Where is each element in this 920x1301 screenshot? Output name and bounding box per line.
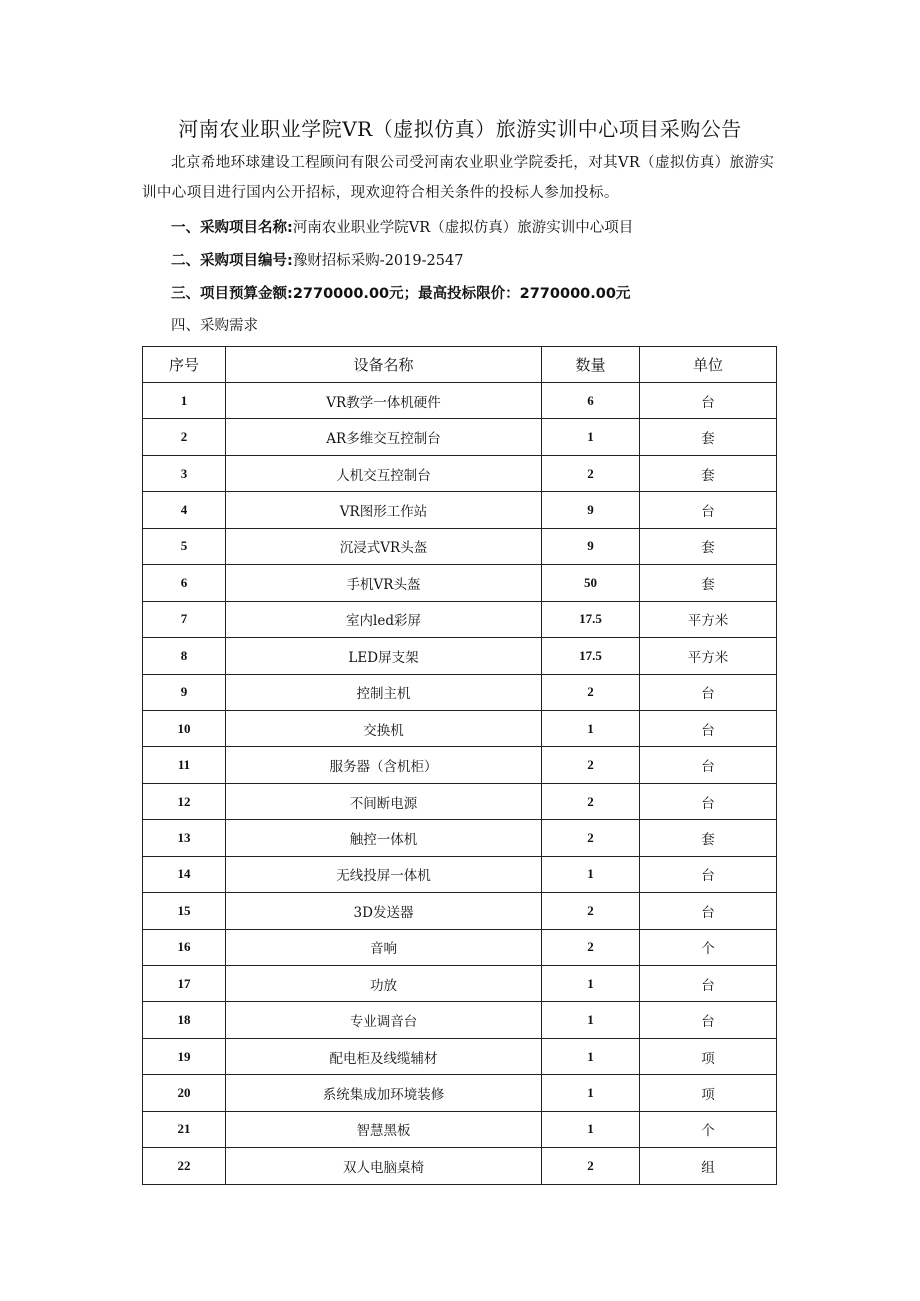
row-quantity: 1 [542,1038,640,1074]
row-equipment-name: 配电柜及线缆辅材 [226,1038,542,1074]
row-unit: 台 [640,893,777,929]
row-quantity: 2 [542,893,640,929]
table-row [143,966,777,1002]
row-index: 11 [143,747,226,783]
row-unit: 台 [640,492,777,528]
row-quantity: 2 [542,1148,640,1184]
row-index: 6 [143,565,226,601]
row-quantity: 1 [542,1002,640,1038]
table-row [143,419,777,455]
row-equipment-name: VR图形工作站 [226,492,542,528]
table-row [143,674,777,710]
budget-value: 2770000.00元；最高投标限价：2770000.00元 [292,286,631,302]
header-index: 序号 [143,347,226,383]
row-quantity: 1 [542,419,640,455]
table-row [143,1148,777,1184]
row-quantity: 2 [542,820,640,856]
row-equipment-name: 双人电脑桌椅 [226,1148,542,1184]
row-equipment-name: 3D发送器 [226,893,542,929]
table-row [143,638,777,674]
intro-paragraph: 北京希地环球建设工程顾问有限公司受河南农业职业学院委托，对其VR（虚拟仿真）旅游实训中心项目进行国内公开招标，现欢迎符合相关条件的投标人参加投标。 [142,155,775,201]
row-unit: 台 [640,383,777,419]
row-equipment-name: 人机交互控制台 [226,455,542,491]
row-index: 1 [143,383,226,419]
row-unit: 组 [640,1148,777,1184]
row-quantity: 1 [542,1111,640,1147]
row-equipment-name: 室内led彩屏 [226,601,542,637]
table-row [143,1002,777,1038]
budget-line [171,282,630,306]
header-qty: 数量 [542,347,640,383]
row-equipment-name: 系统集成加环境装修 [226,1075,542,1111]
row-equipment-name: 智慧黑板 [226,1111,542,1147]
requirements-table [142,346,777,1185]
row-index: 13 [143,820,226,856]
table-row [143,528,777,564]
project-number-value: 豫财招标采购-2019-2547 [292,253,464,269]
row-unit: 平方米 [640,601,777,637]
row-quantity: 2 [542,929,640,965]
table-row [143,783,777,819]
page-title: 河南农业职业学院VR（虚拟仿真）旅游实训中心项目采购公告 [178,117,742,141]
table-row [143,455,777,491]
row-equipment-name: 触控一体机 [226,820,542,856]
row-unit: 套 [640,455,777,491]
row-index: 21 [143,1111,226,1147]
row-index: 15 [143,893,226,929]
table-row [143,747,777,783]
row-unit: 套 [640,419,777,455]
requirements-label: 四、采购需求 [171,318,258,334]
row-quantity: 17.5 [542,638,640,674]
row-index: 17 [143,966,226,1002]
row-unit: 台 [640,674,777,710]
table-header-row [143,347,777,383]
project-number-label: 二、采购项目编号: [171,253,293,269]
table-row [143,601,777,637]
project-name-value: 河南农业职业学院VR（虚拟仿真）旅游实训中心项目 [292,220,634,236]
row-index: 4 [143,492,226,528]
row-unit: 项 [640,1038,777,1074]
row-index: 16 [143,929,226,965]
row-unit: 台 [640,856,777,892]
row-quantity: 6 [542,383,640,419]
row-equipment-name: 功放 [226,966,542,1002]
row-quantity: 1 [542,710,640,746]
row-index: 5 [143,528,226,564]
row-unit: 平方米 [640,638,777,674]
budget-label: 三、项目预算金额: [171,286,293,302]
row-quantity: 9 [542,492,640,528]
table-row [143,820,777,856]
row-equipment-name: LED屏支架 [226,638,542,674]
header-name: 设备名称 [226,347,542,383]
project-name-line [171,216,633,240]
row-index: 19 [143,1038,226,1074]
table-row [143,565,777,601]
table-row [143,492,777,528]
row-unit: 项 [640,1075,777,1111]
row-unit: 套 [640,528,777,564]
row-unit: 台 [640,747,777,783]
requirements-line [171,314,258,338]
row-equipment-name: AR多维交互控制台 [226,419,542,455]
header-unit: 单位 [640,347,777,383]
row-unit: 台 [640,966,777,1002]
row-index: 3 [143,455,226,491]
row-equipment-name: 沉浸式VR头盔 [226,528,542,564]
row-equipment-name: 控制主机 [226,674,542,710]
row-equipment-name: VR教学一体机硬件 [226,383,542,419]
project-number-line [171,249,463,273]
table-row [143,856,777,892]
row-index: 10 [143,710,226,746]
row-quantity: 9 [542,528,640,564]
row-index: 14 [143,856,226,892]
row-index: 20 [143,1075,226,1111]
table-row [143,929,777,965]
row-index: 2 [143,419,226,455]
row-equipment-name: 音响 [226,929,542,965]
table-row [143,893,777,929]
project-name-label: 一、采购项目名称: [171,220,293,236]
row-unit: 个 [640,1111,777,1147]
row-quantity: 1 [542,1075,640,1111]
row-unit: 台 [640,783,777,819]
row-index: 22 [143,1148,226,1184]
row-unit: 套 [640,820,777,856]
row-equipment-name: 无线投屏一体机 [226,856,542,892]
table-row [143,383,777,419]
row-equipment-name: 交换机 [226,710,542,746]
row-index: 12 [143,783,226,819]
row-equipment-name: 专业调音台 [226,1002,542,1038]
row-quantity: 50 [542,565,640,601]
row-unit: 台 [640,1002,777,1038]
row-quantity: 2 [542,747,640,783]
row-quantity: 2 [542,455,640,491]
row-quantity: 2 [542,674,640,710]
row-index: 8 [143,638,226,674]
row-index: 7 [143,601,226,637]
table-row [143,1075,777,1111]
row-index: 18 [143,1002,226,1038]
row-unit: 个 [640,929,777,965]
row-quantity: 17.5 [542,601,640,637]
row-quantity: 2 [542,783,640,819]
row-index: 9 [143,674,226,710]
row-quantity: 1 [542,966,640,1002]
table-row [143,1111,777,1147]
row-unit: 套 [640,565,777,601]
row-unit: 台 [640,710,777,746]
row-quantity: 1 [542,856,640,892]
table-row [143,1038,777,1074]
row-equipment-name: 不间断电源 [226,783,542,819]
row-equipment-name: 手机VR头盔 [226,565,542,601]
row-equipment-name: 服务器（含机柜） [226,747,542,783]
table-row [143,710,777,746]
